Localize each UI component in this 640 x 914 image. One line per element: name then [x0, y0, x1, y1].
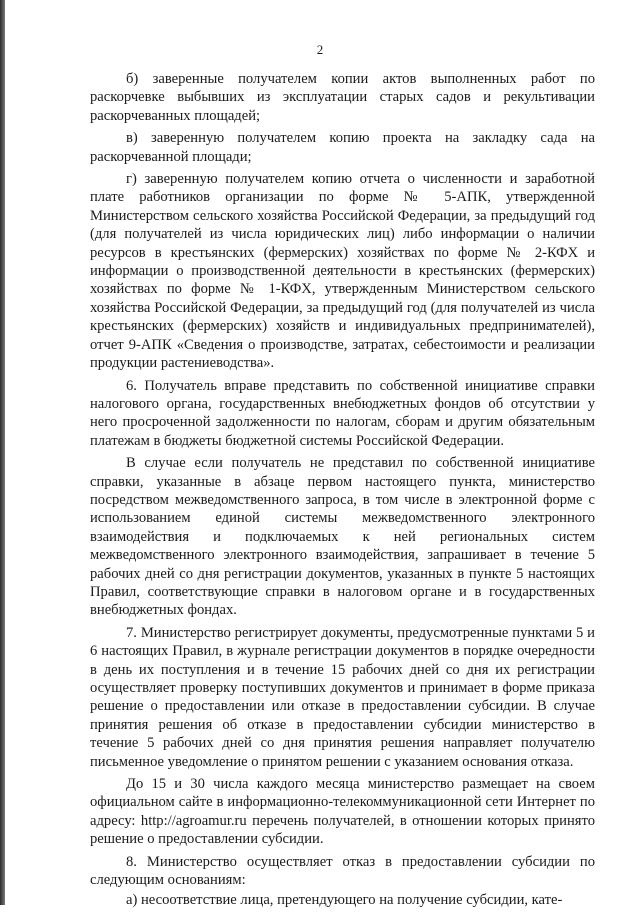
document-body — [90, 70, 595, 914]
page-number: 2 — [316, 42, 324, 57]
paragraph-g: г) заверенную получателем копию отчета о численности и заработной плате работников организации по форме № 5-АПК, утвержденной Министерством сельского хозяйства Российской Федерации, за предыдущий год (для получателей из числа юридических лиц) либо информации о наличии ресурсов в крестьянских (фермерских) хозяйствах по форме № 2-КФХ и информации о производственной деятельности в крестьянских (фермерских) хозяйствах по форме № 1-КФХ, утвержденным Министерством сельского хозяйства Российской Федерации, за предыдущий год (для получателей из числа крестьянских (фермерских) хозяйств и индивидуальных предпринимателей), отчет 9-АПК «Сведения о производстве, затратах, себестоимости и реализации продукции растениеводства». — [90, 171, 595, 372]
paragraph-6-cont: В случае если получатель не представил по собственной инициативе справки, указанные в абзаце первом настоящего пункта, министерство посредством межведомственного запроса, в том числе в электронной форме с использованием единой системы межведомственного электронного взаимодействия и подключаемых к ней региональных систем межведомственного электронного взаимодействия, запрашивает в течение 5 рабочих дней со дня регистрации документов, указанных в пункте 5 настоящих Правил, соответствующие справки в налоговом органе и в государственных внебюджетных фондах. — [90, 455, 595, 619]
paragraph-6: 6. Получатель вправе представить по собственной инициативе справки налогового органа, государственных внебюджетных фондов об отсутствии у него просроченной задолженности по налогам, сборам и другим обязательным платежам в бюджеты бюджетной системы Российской Федерации. — [90, 377, 595, 449]
paragraph-7: 7. Министерство регистрирует документы, предусмотренные пунктами 5 и 6 настоящих Правил, в журнале регистрации документов в порядке очередности в день их поступления и в течение 15 рабочих дней со дня их регистрации осуществляет проверку поступивших документов и принимает в форме приказа решение о предоставлении или отказе в предоставлении субсидии. В случае принятия решения об отказе в предоставлении субсидии министерство в течение 5 рабочих дней со дня принятия решения направляет получателю письменное уведомление о принятом решении с указанием основания отказа. — [90, 624, 595, 770]
scan-edge-strip — [0, 0, 5, 905]
paragraph-v: в) заверенную получателем копию проекта на закладку сада на раскорчеванной площади; — [90, 130, 595, 165]
paragraph-8: 8. Министерство осуществляет отказ в предоставлении субсидии по следующим основаниям: — [90, 853, 595, 889]
paragraph-b: б) заверенные получателем копии актов выполненных работ по раскорчевке выбывших из эксплуатации старых садов и рекультивации раскорчеванных площадей; — [90, 71, 595, 124]
paragraph-7-cont: До 15 и 30 числа каждого месяца министерство размещает на своем официальном сайте в информационно-телекоммуникационной сети Интернет по адресу: http://agroamur.ru перечень получателей, в отношении которых принято решение о предоставлении субсидии. — [90, 776, 595, 848]
paragraph-8-a: а) несоответствие лица, претендующего на получение субсидии, кате- — [126, 892, 563, 909]
